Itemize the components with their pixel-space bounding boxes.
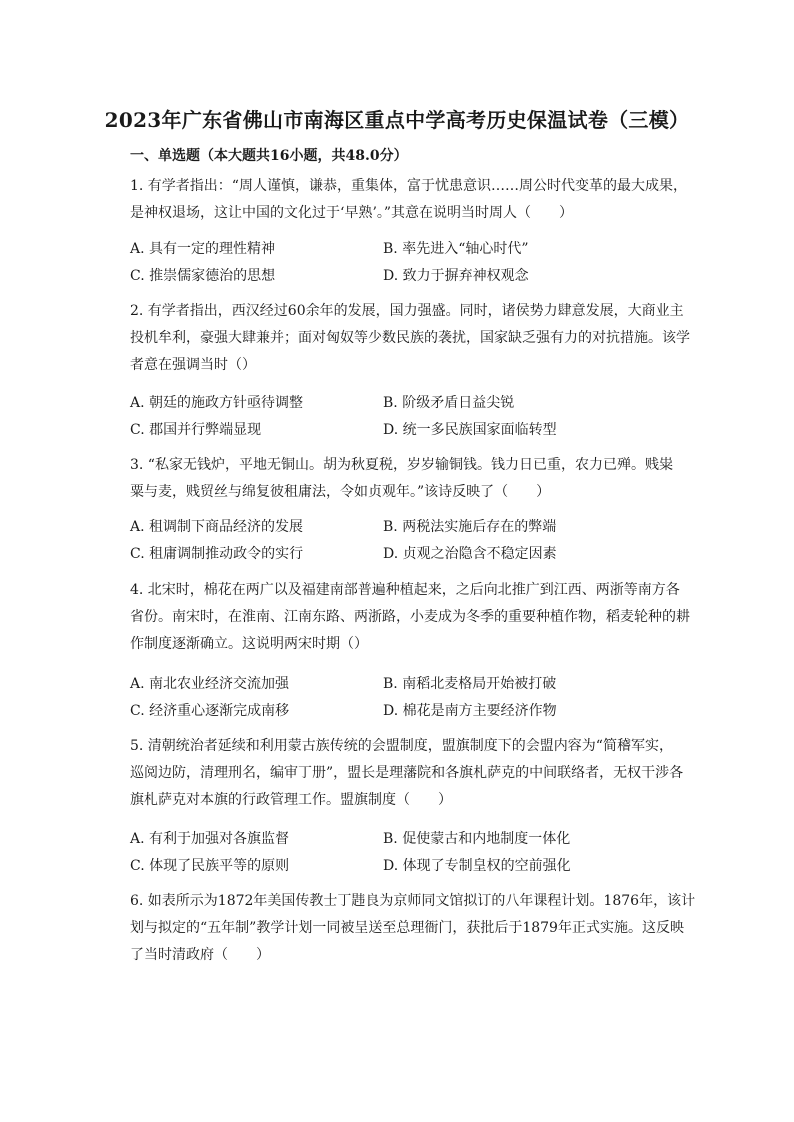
- option-b[interactable]: B. 南稻北麦格局开始被打破: [383, 676, 557, 692]
- option-c[interactable]: C. 经济重心逐渐完成南移: [130, 703, 290, 719]
- question-line: 旗札萨克对本旗的行政管理工作。盟旗制度（ ）: [130, 792, 452, 808]
- question-line: 省份。南宋时，在淮南、江南东路、两浙路，小麦成为冬季的重要种植作物，稻麦轮种的耕: [130, 609, 690, 625]
- option-d[interactable]: D. 体现了专制皇权的空前强化: [383, 858, 571, 874]
- question-line: 3. “私家无钱炉，平地无铜山。胡为秋夏税，岁岁输铜钱。钱力日已重，农力已殚。贱粜: [130, 457, 673, 473]
- question-3: [130, 452, 673, 506]
- option-d[interactable]: D. 致力于摒弃神权观念: [383, 268, 529, 284]
- question-line: 划与拟定的“五年制”教学计划一同被呈送至总理衙门，获批后于1879年正式实施。这反映: [130, 920, 684, 936]
- option-b[interactable]: B. 阶级矛盾日益尖锐: [383, 395, 515, 411]
- option-b[interactable]: B. 率先进入“轴心时代”: [383, 241, 529, 257]
- option-b[interactable]: B. 促使蒙古和内地制度一体化: [383, 831, 571, 847]
- question-line: 5. 清朝统治者延续和利用蒙古族传统的会盟制度，盟旗制度下的会盟内容为“简稽军实，: [130, 738, 673, 754]
- option-d[interactable]: D. 贞观之治隐含不稳定因素: [383, 546, 557, 562]
- question-4-options: [130, 671, 670, 725]
- question-line: 巡阅边防，清理刑名，编审丁册”，盟长是理藩院和各旗札萨克的中间联络者，无权干涉各: [130, 765, 684, 781]
- option-a[interactable]: A. 朝廷的施政方针亟待调整: [130, 395, 304, 411]
- question-1-options: [130, 236, 670, 290]
- option-d[interactable]: D. 棉花是南方主要经济作物: [383, 703, 557, 719]
- question-4: [130, 577, 690, 658]
- option-a[interactable]: A. 有利于加强对各旗监督: [130, 831, 290, 847]
- question-3-options: [130, 514, 670, 568]
- question-1: [130, 173, 687, 227]
- option-c[interactable]: C. 郡国并行弊端显现: [130, 422, 262, 438]
- option-a[interactable]: A. 具有一定的理性精神: [130, 241, 276, 257]
- question-line: 1. 有学者指出：“周人谨慎，谦恭，重集体，富于忧患意识……周公时代变革的最大成果，: [130, 178, 687, 194]
- question-line: 粟与麦，贱贸丝与绵复彼租庸法，令如贞观年。”该诗反映了（ ）: [130, 484, 551, 500]
- question-line: 投机牟利，豪强大肆兼并；面对匈奴等少数民族的袭扰，国家缺乏强有力的对抗措施。该学: [130, 330, 690, 346]
- option-c[interactable]: C. 租庸调制推动政令的实行: [130, 546, 304, 562]
- option-a[interactable]: A. 租调制下商品经济的发展: [130, 519, 304, 535]
- question-2-options: [130, 390, 670, 444]
- question-line: 是神权退场，这让中国的文化过于‘早熟’。”其意在说明当时周人（ ）: [130, 205, 574, 221]
- question-line: 者意在强调当时（）: [130, 357, 256, 373]
- question-line: 了当时清政府（ ）: [130, 947, 270, 963]
- question-line: 6. 如表所示为1872年美国传教士丁韪良为京师同文馆拟订的八年课程计划。1876年，该计: [130, 893, 696, 909]
- section-heading: 一、单选题（本大题共16小题，共48.0分）: [130, 148, 408, 164]
- option-d[interactable]: D. 统一多民族国家面临转型: [383, 422, 557, 438]
- option-c[interactable]: C. 体现了民族平等的原则: [130, 858, 290, 874]
- question-line: 作制度逐渐确立。这说明两宋时期（）: [130, 636, 368, 652]
- question-2: [130, 298, 690, 379]
- option-b[interactable]: B. 两税法实施后存在的弊端: [383, 519, 557, 535]
- question-line: 2. 有学者指出，西汉经过60余年的发展，国力强盛。同时，诸侯势力肆意发展，大商业主: [130, 303, 684, 319]
- question-line: 4. 北宋时，棉花在两广以及福建南部普遍种植起来，之后向北推广到江西、两浙等南方各: [130, 582, 680, 598]
- question-6: [130, 888, 696, 969]
- page-title: 2023年广东省佛山市南海区重点中学高考历史保温试卷（三模）: [104, 108, 690, 132]
- option-c[interactable]: C. 推崇儒家德治的思想: [130, 268, 276, 284]
- question-5: [130, 733, 684, 814]
- question-5-options: [130, 826, 670, 880]
- option-a[interactable]: A. 南北农业经济交流加强: [130, 676, 290, 692]
